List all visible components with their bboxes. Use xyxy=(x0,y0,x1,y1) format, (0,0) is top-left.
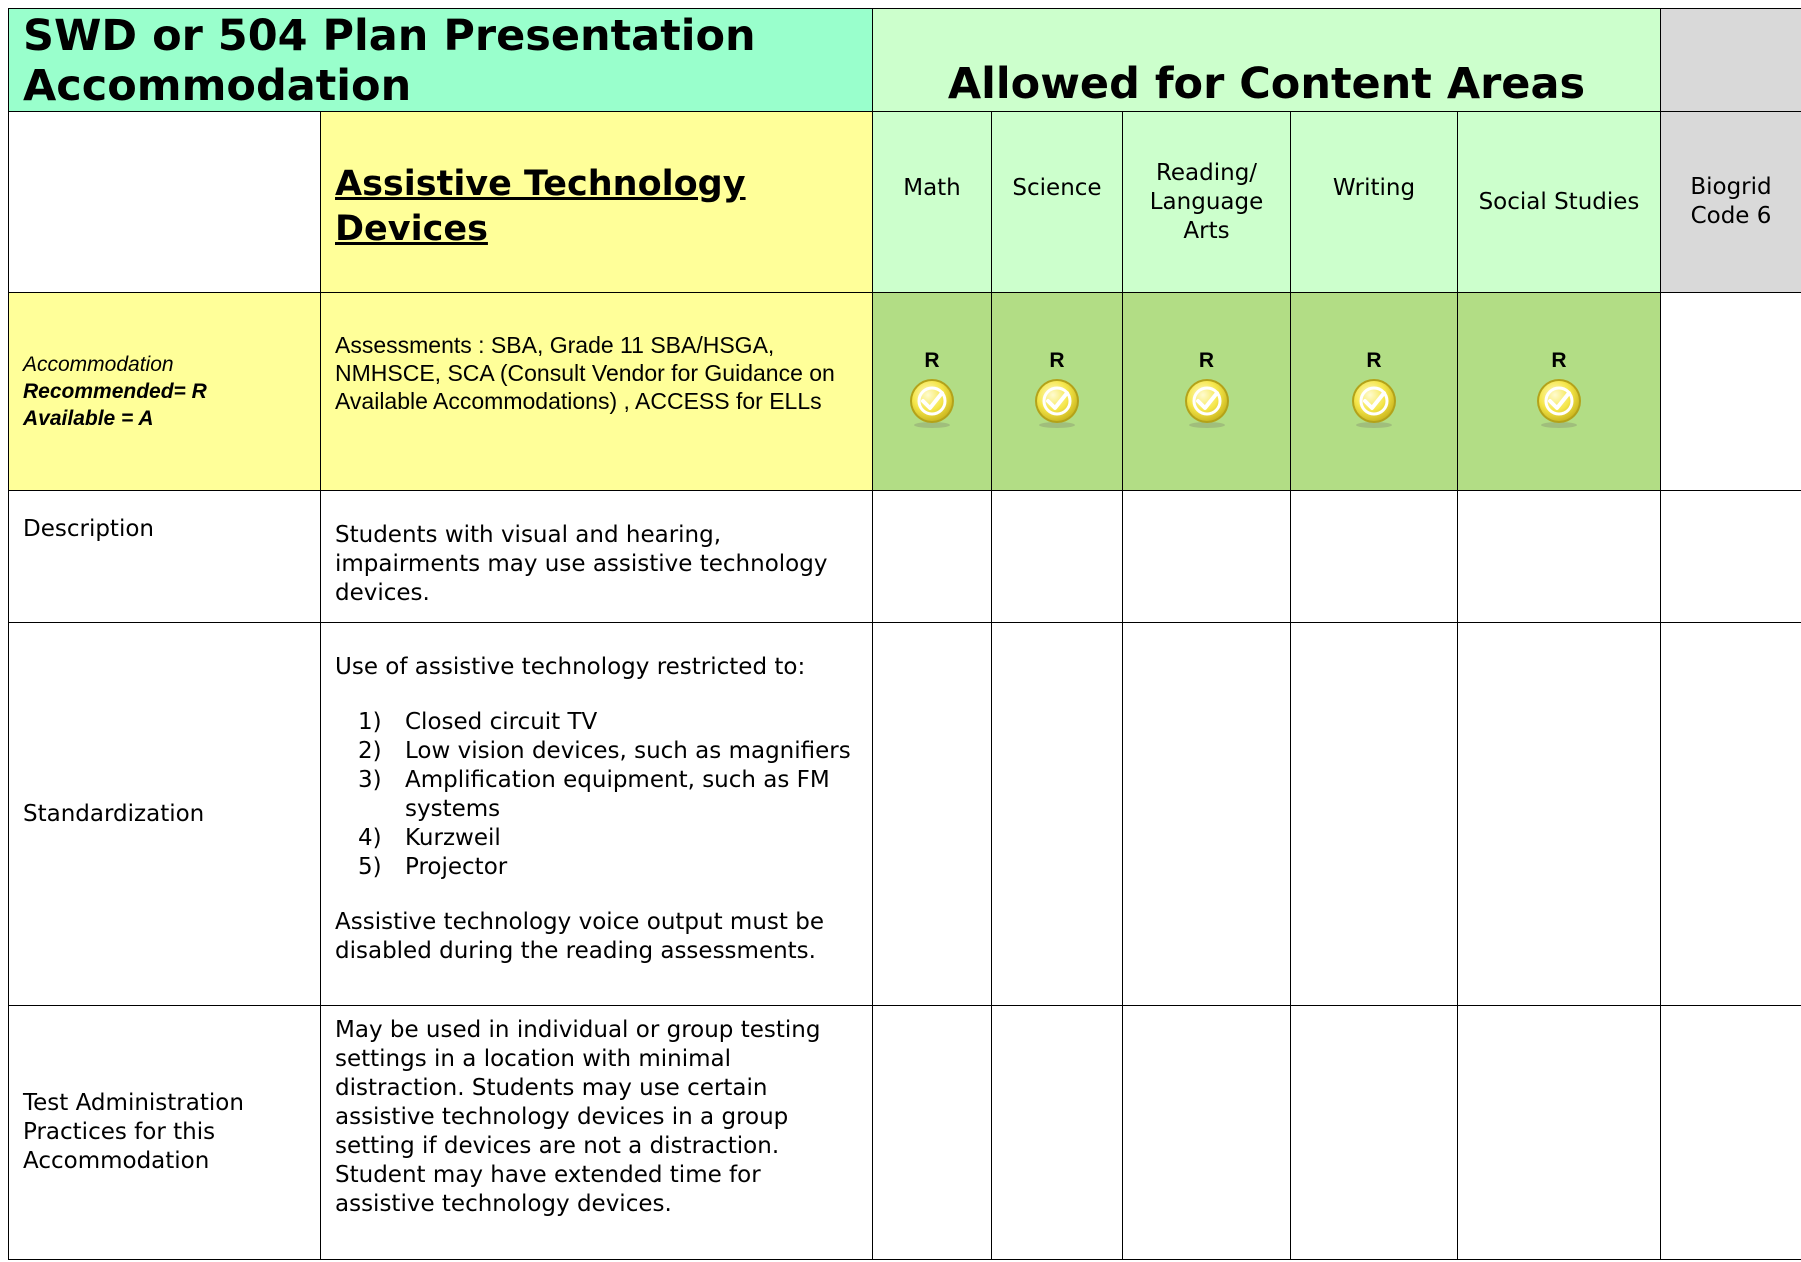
page-title: SWD or 504 Plan Presentation Accommodation xyxy=(23,11,756,111)
list-text: Projector xyxy=(405,854,508,880)
subject-math xyxy=(873,112,992,293)
description-text-cell xyxy=(321,491,873,623)
legend-available: Available = A xyxy=(23,407,154,430)
empty-cell xyxy=(992,491,1123,623)
biogrid-code-cell xyxy=(1661,112,1801,293)
recommendation-label: R xyxy=(1366,349,1382,372)
subject-label: Science xyxy=(1012,174,1102,201)
standardization-list xyxy=(335,708,862,882)
list-text: Low vision devices, such as magnifiers xyxy=(405,738,851,764)
biogrid-header-cell xyxy=(1661,9,1801,112)
recommendation-label: R xyxy=(924,349,940,372)
list-number: 5) xyxy=(358,854,382,880)
subject-writing xyxy=(1291,112,1458,293)
empty-cell xyxy=(1661,623,1801,1006)
list-item xyxy=(358,824,862,853)
biogrid-label: Biogrid Code 6 xyxy=(1690,174,1772,229)
subject-label: Reading/ Language Arts xyxy=(1149,159,1264,244)
checkmark-circle-icon xyxy=(1348,377,1400,429)
empty-cell xyxy=(1458,623,1661,1006)
empty-cell xyxy=(992,1006,1123,1260)
list-item xyxy=(358,766,862,824)
list-number: 3) xyxy=(358,767,382,793)
social-studies-recommendation xyxy=(1458,293,1661,491)
title-cell xyxy=(9,9,873,112)
list-text: Closed circuit TV xyxy=(405,709,598,735)
empty-cell xyxy=(1291,1006,1458,1260)
empty-cell xyxy=(1458,1006,1661,1260)
math-recommendation xyxy=(873,293,992,491)
blank-header-cell xyxy=(9,112,321,293)
recommendation-label: R xyxy=(1049,349,1065,372)
subject-label: Math xyxy=(903,174,961,201)
allowed-heading: Allowed for Content Areas xyxy=(947,59,1586,109)
subject-science xyxy=(992,112,1123,293)
description-text: Students with visual and hearing, impairments may use assistive technology devices. xyxy=(335,522,828,606)
checkmark-circle-icon xyxy=(1031,377,1083,429)
list-item xyxy=(358,737,862,766)
list-text: Kurzweil xyxy=(405,825,501,851)
biogrid-empty-cell xyxy=(1661,293,1801,491)
standardization-text-cell xyxy=(321,623,873,1006)
row-label: Test Administration Practices for this Accommodation xyxy=(23,1090,244,1174)
list-number: 4) xyxy=(358,825,382,851)
section-title-link[interactable]: Assistive Technology Devices xyxy=(335,164,746,249)
standardization-label-cell xyxy=(9,623,321,1006)
checkmark-circle-icon xyxy=(1533,377,1585,429)
list-number: 2) xyxy=(358,738,382,764)
empty-cell xyxy=(1458,491,1661,623)
recommendation-label: R xyxy=(1551,349,1567,372)
legend-cell xyxy=(9,293,321,491)
empty-cell xyxy=(1123,623,1291,1006)
legend-accommodation: Accommodation xyxy=(23,353,174,376)
section-title-cell xyxy=(321,112,873,293)
science-recommendation xyxy=(992,293,1123,491)
empty-cell xyxy=(1291,491,1458,623)
assessments-text: Assessments : SBA, Grade 11 SBA/HSGA, NMHSCE, SCA (Consult Vendor for Guidance on Available Accommodations) , ACCESS for ELLs xyxy=(335,332,835,414)
standardization-intro: Use of assistive technology restricted to: xyxy=(335,654,806,680)
empty-cell xyxy=(1291,623,1458,1006)
empty-cell xyxy=(873,623,992,1006)
empty-cell xyxy=(992,623,1123,1006)
list-text: Amplification equipment, such as FM systems xyxy=(405,767,830,822)
accommodation-table xyxy=(8,8,1801,1260)
legend-recommended: Recommended= R xyxy=(23,380,207,403)
subject-label: Social Studies xyxy=(1478,188,1640,215)
empty-cell xyxy=(873,491,992,623)
empty-cell xyxy=(1661,491,1801,623)
subject-social-studies xyxy=(1458,112,1661,293)
empty-cell xyxy=(1123,1006,1291,1260)
description-label-cell xyxy=(9,491,321,623)
recommendation-label: R xyxy=(1198,349,1215,372)
checkmark-circle-icon xyxy=(906,377,958,429)
practices-text: May be used in individual or group testing settings in a location with minimal distraction. Students may use certain assistive technology devices in a group setting if devices are not a distraction. Student may have extended time for assistive technology devices. xyxy=(335,1017,821,1217)
row-label: Standardization xyxy=(23,800,205,827)
allowed-header-cell xyxy=(873,9,1661,112)
subject-reading xyxy=(1123,112,1291,293)
list-item xyxy=(358,708,862,737)
assessments-cell xyxy=(321,293,873,491)
writing-recommendation xyxy=(1291,293,1458,491)
subject-label: Writing xyxy=(1332,174,1416,201)
empty-cell xyxy=(1123,491,1291,623)
standardization-outro: Assistive technology voice output must be disabled during the reading assessments. xyxy=(335,909,824,964)
practices-label-cell xyxy=(9,1006,321,1260)
empty-cell xyxy=(873,1006,992,1260)
list-number: 1) xyxy=(358,709,382,735)
checkmark-circle-icon xyxy=(1181,377,1233,429)
reading-recommendation xyxy=(1123,293,1291,491)
row-label: Description xyxy=(23,516,154,542)
practices-text-cell xyxy=(321,1006,873,1260)
list-item xyxy=(358,853,862,882)
empty-cell xyxy=(1661,1006,1801,1260)
